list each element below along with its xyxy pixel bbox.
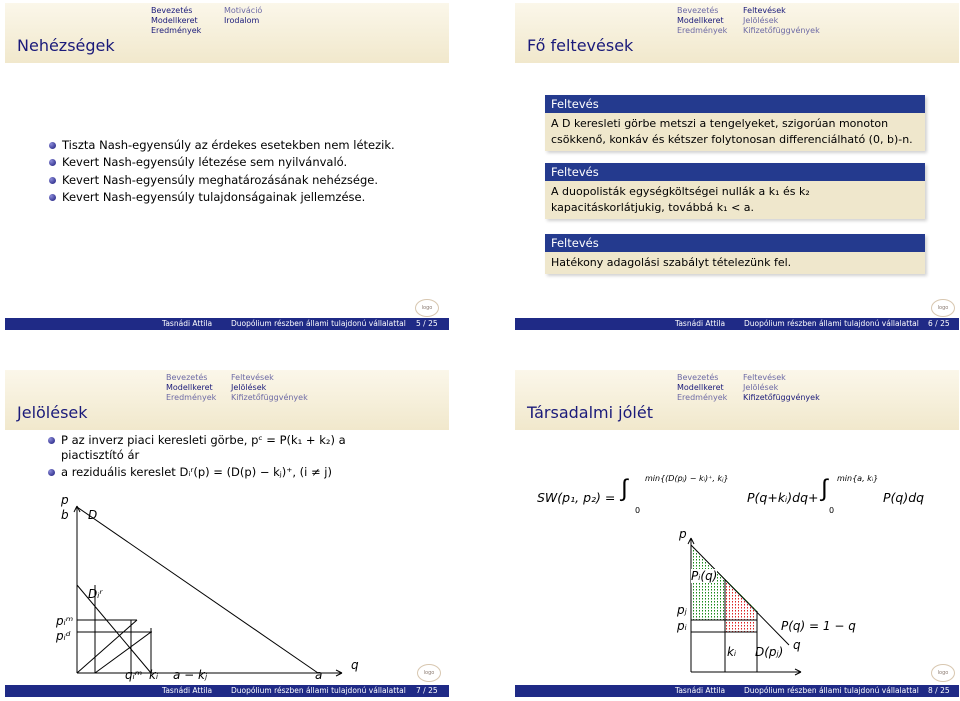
university-logo: logo [931, 664, 955, 682]
nav-item[interactable]: Kifizetőfüggvények [231, 393, 308, 402]
formula-lower-limit-2: 0 [829, 506, 835, 515]
slide-footer: Tasnádi Attila Duopólium részben állami tulajdonú vállalattal 6 / 25 [515, 318, 959, 330]
bullet-item: P az inverz piaci keresleti görbe, pᶜ = P(k₁ + k₂) a [61, 433, 346, 448]
nav-item[interactable]: Eredmények [151, 26, 202, 35]
nav-item[interactable]: Feltevések [743, 6, 786, 15]
formula-upper-limit-2: min{a, kᵢ} [837, 474, 879, 483]
nav-item[interactable]: Jelölések [743, 16, 779, 25]
formula-upper-limit-1: min{(D(pⱼ) − kᵢ)⁺, kⱼ} [645, 474, 729, 483]
formula-body-2: P(q)dq [883, 490, 925, 505]
slide-title: Nehézségek [17, 36, 115, 55]
formula-lhs: SW(p₁, p₂) = [537, 490, 616, 505]
nav-item[interactable]: Eredmények [677, 393, 728, 402]
axis-label-q: q [793, 638, 801, 652]
university-logo: logo [415, 299, 439, 317]
slide-fo-feltevesek [515, 3, 959, 330]
nav-item[interactable]: Modellkeret [677, 383, 724, 392]
nav-item[interactable]: Modellkeret [677, 16, 724, 25]
subsection-nav[interactable] [224, 6, 262, 26]
label-pi: pᵢ [677, 619, 687, 633]
label-D: D [88, 508, 98, 522]
assumption-block: Feltevés A D keresleti görbe metszi a tengelyeket, szigorúan monoton csökkenő, konkáv és kétszer folytonosan differenciálható (0, b)-n. [545, 95, 925, 151]
slide-footer: Tasnádi Attila Duopólium részben állami tulajdonú vállalattal 8 / 25 [515, 685, 959, 697]
nav-item[interactable]: Kifizetőfüggvények [743, 26, 820, 35]
label-pd: pᵢᵈ [56, 629, 71, 643]
subsection-nav[interactable] [743, 6, 820, 36]
slide-header [5, 3, 449, 63]
nav-item[interactable]: Modellkeret [151, 16, 198, 25]
axis-label-p: p [679, 527, 687, 541]
section-nav[interactable] [677, 6, 727, 36]
axis-label-q: q [351, 658, 359, 672]
label-a: a [315, 668, 323, 682]
bullet-item: Kevert Nash-egyensúly meghatározásának nehézsége. [62, 173, 378, 188]
nav-item[interactable]: Bevezetés [677, 6, 719, 15]
residual-demand-diagram [5, 370, 449, 697]
slide-title: Fő feltevések [527, 36, 634, 55]
label-Dr: Dᵢʳ [88, 587, 103, 601]
assumption-blocks [545, 95, 929, 285]
label-a-kj: a − kⱼ [173, 668, 208, 682]
nav-item[interactable]: Kifizetőfüggvények [743, 393, 820, 402]
nav-item[interactable]: Bevezetés [677, 373, 719, 382]
slide-nehezsegek [5, 3, 449, 330]
nav-item[interactable]: Jelölések [231, 383, 267, 392]
nav-item[interactable]: Jelölések [743, 383, 779, 392]
label-ki: kᵢ [149, 668, 159, 682]
bullet-item: Tiszta Nash-egyensúly az érdekes esetekben nem létezik. [62, 138, 395, 153]
section-nav[interactable] [151, 6, 201, 36]
nav-item[interactable]: Motiváció [224, 6, 263, 15]
slide-tarsadalmi-jolet [515, 370, 959, 697]
slide-footer: Tasnádi Attila Duopólium részben állami tulajdonú vállalattal 5 / 25 [5, 318, 449, 330]
label-Pi-q: Pᵢ(q) [691, 569, 718, 583]
bullet-item: Kevert Nash-egyensúly tulajdonságainak jellemzése. [62, 190, 365, 205]
nav-item[interactable]: Irodalom [224, 16, 260, 25]
slide-header [515, 3, 959, 63]
integral-sign: ∫ [621, 474, 628, 502]
integral-sign: ∫ [821, 474, 828, 502]
axis-label-p: p [61, 493, 69, 507]
label-Pq: P(q) = 1 − q [781, 619, 856, 633]
slide-title: Társadalmi jólét [527, 403, 653, 422]
nav-item[interactable]: Eredmények [677, 26, 728, 35]
bullet-continuation: piactisztító ár [61, 448, 140, 462]
welfare-diagram [515, 370, 959, 697]
slide-jelolesek [5, 370, 449, 697]
nav-item[interactable]: Eredmények [166, 393, 217, 402]
label-Dpj: D(pⱼ) [755, 645, 784, 659]
bullet-item: Kevert Nash-egyensúly létezése sem nyilvánvaló. [62, 155, 347, 170]
assumption-block: Feltevés A duopolisták egységköltségei nullák a k₁ és k₂ kapacitáskorlátjukig, továbbá k₁ < a. [545, 163, 925, 219]
university-logo: logo [417, 664, 441, 682]
nav-item[interactable]: Bevezetés [151, 6, 193, 15]
formula-lower-limit-1: 0 [635, 506, 641, 515]
bullet-item: a reziduális kereslet Dᵢʳ(p) = (D(p) − kⱼ)⁺, (i ≠ j) [61, 465, 332, 480]
assumption-block: Feltevés Hatékony adagolási szabályt tételezünk fel. [545, 234, 925, 274]
nav-item[interactable]: Feltevések [743, 373, 786, 382]
label-b: b [61, 508, 69, 522]
label-pm: pᵢᵐ [56, 614, 74, 628]
formula-body-1: P(q+kᵢ)dq+ [747, 490, 819, 505]
label-pj: pⱼ [677, 603, 687, 617]
label-ki: kᵢ [727, 645, 737, 659]
nav-item[interactable]: Feltevések [231, 373, 274, 382]
nav-item[interactable]: Modellkeret [166, 383, 213, 392]
nav-item[interactable]: Bevezetés [166, 373, 208, 382]
university-logo: logo [931, 299, 955, 317]
slide-title: Jelölések [17, 403, 88, 422]
label-qm: qᵢᵐ [125, 668, 143, 682]
slide-footer: Tasnádi Attila Duopólium részben állami tulajdonú vállalattal 7 / 25 [5, 685, 449, 697]
